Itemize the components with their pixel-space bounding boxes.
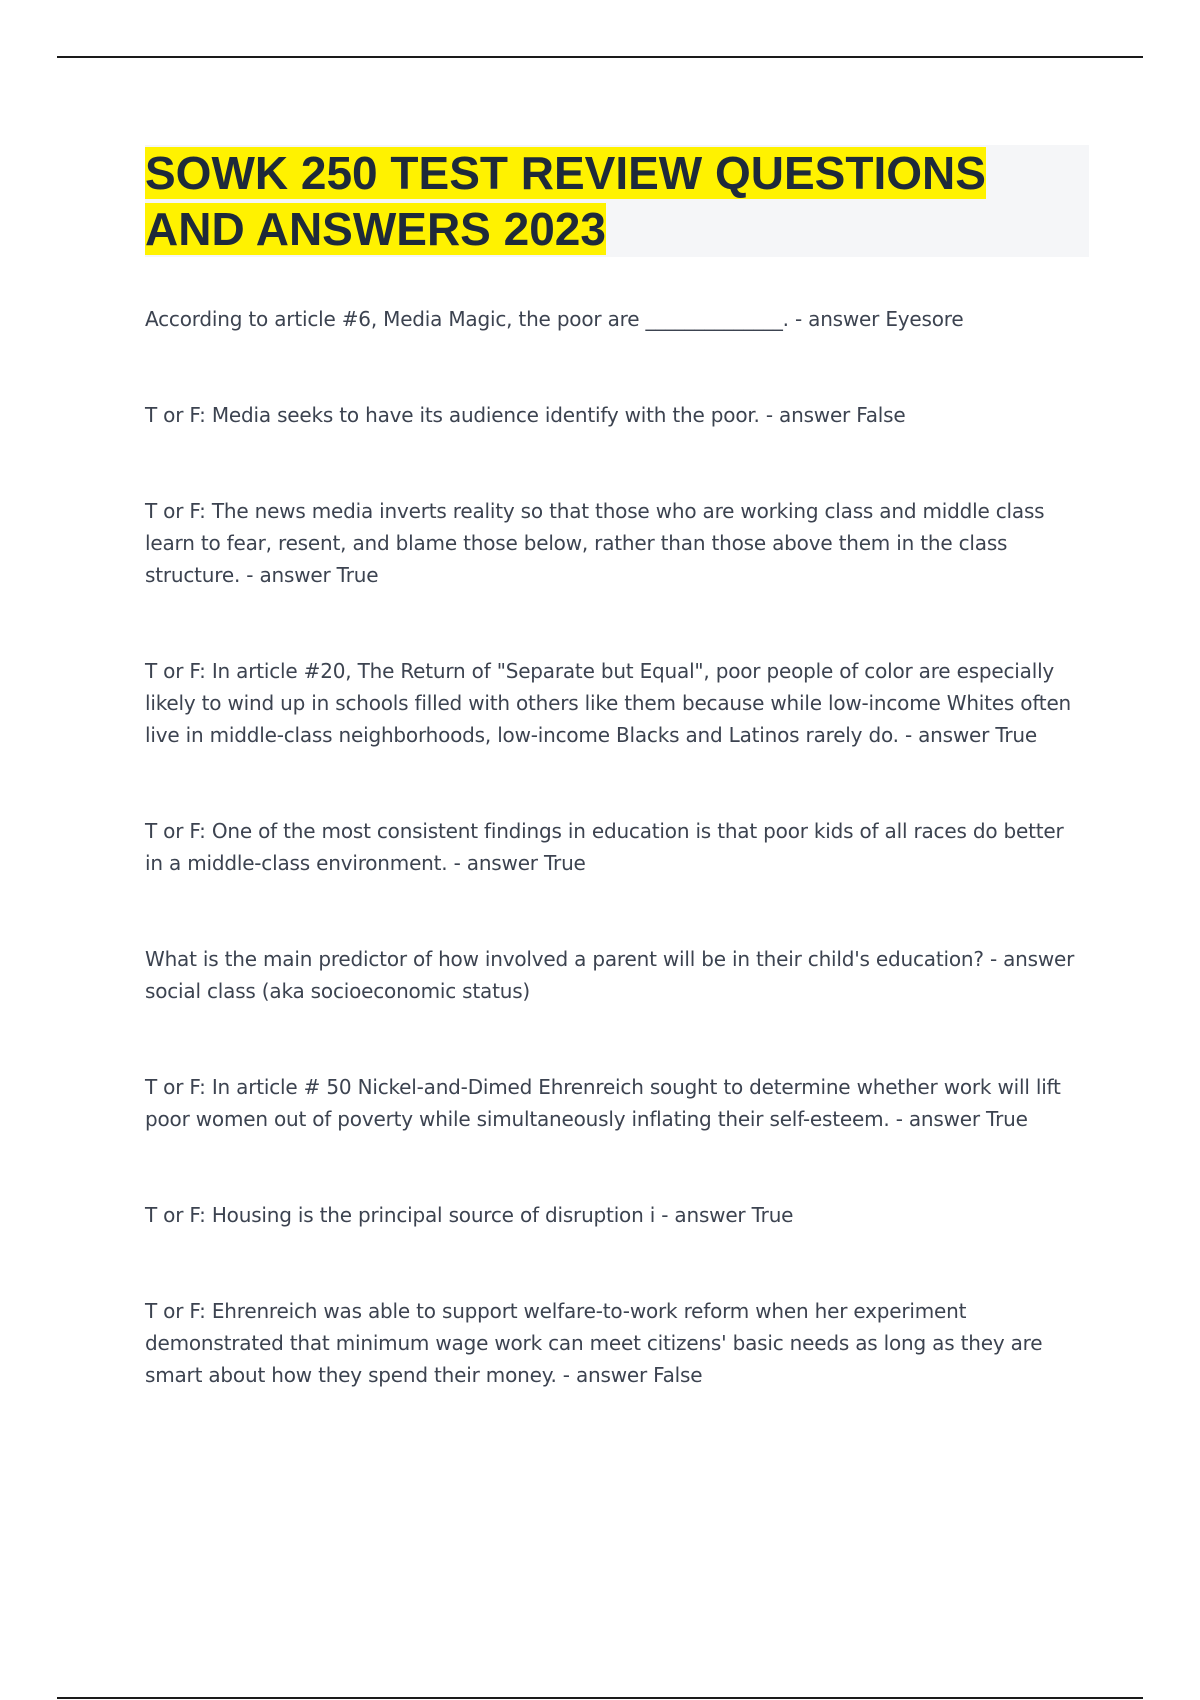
qa-item: T or F: The news media inverts reality so that those who are working class and middle class learn to fear, resent, and blame those below, rather than those above them in the class structure. - answer True — [145, 499, 1045, 587]
qa-item: T or F: In article #20, The Return of "Separate but Equal", poor people of color are especially likely to wind up in schools filled with others like them because while low-income Whites often live in middle-class neighborhoods, low-income Blacks and Latinos rarely do. - answer True — [145, 659, 1072, 747]
page-title-text: SOWK 250 TEST REVIEW QUESTIONS AND ANSWERS 2023 — [145, 147, 986, 255]
qa-item: T or F: Housing is the principal source of disruption i - answer True — [145, 1203, 794, 1227]
qa-item: T or F: One of the most consistent findings in education is that poor kids of all races do better in a middle-class environment. - answer True — [145, 819, 1064, 875]
page-title — [145, 145, 1089, 257]
bottom-rule — [57, 1697, 1143, 1699]
top-rule — [57, 56, 1143, 58]
qa-item: T or F: Ehrenreich was able to support welfare-to-work reform when her experiment demonstrated that minimum wage work can meet citizens' basic needs as long as they are smart about how they spend their money. - answer False — [145, 1299, 1043, 1387]
qa-list — [145, 303, 1085, 1455]
qa-item: What is the main predictor of how involved a parent will be in their child's education? - answer social class (aka socioeconomic status) — [145, 947, 1075, 1003]
qa-item: According to article #6, Media Magic, the poor are ______________. - answer Eyesore — [145, 307, 964, 331]
qa-item: T or F: In article # 50 Nickel-and-Dimed Ehrenreich sought to determine whether work will lift poor women out of poverty while simultaneously inflating their self-esteem. - answer True — [145, 1075, 1061, 1131]
qa-item: T or F: Media seeks to have its audience identify with the poor. - answer False — [145, 403, 906, 427]
title-block — [145, 145, 1089, 257]
